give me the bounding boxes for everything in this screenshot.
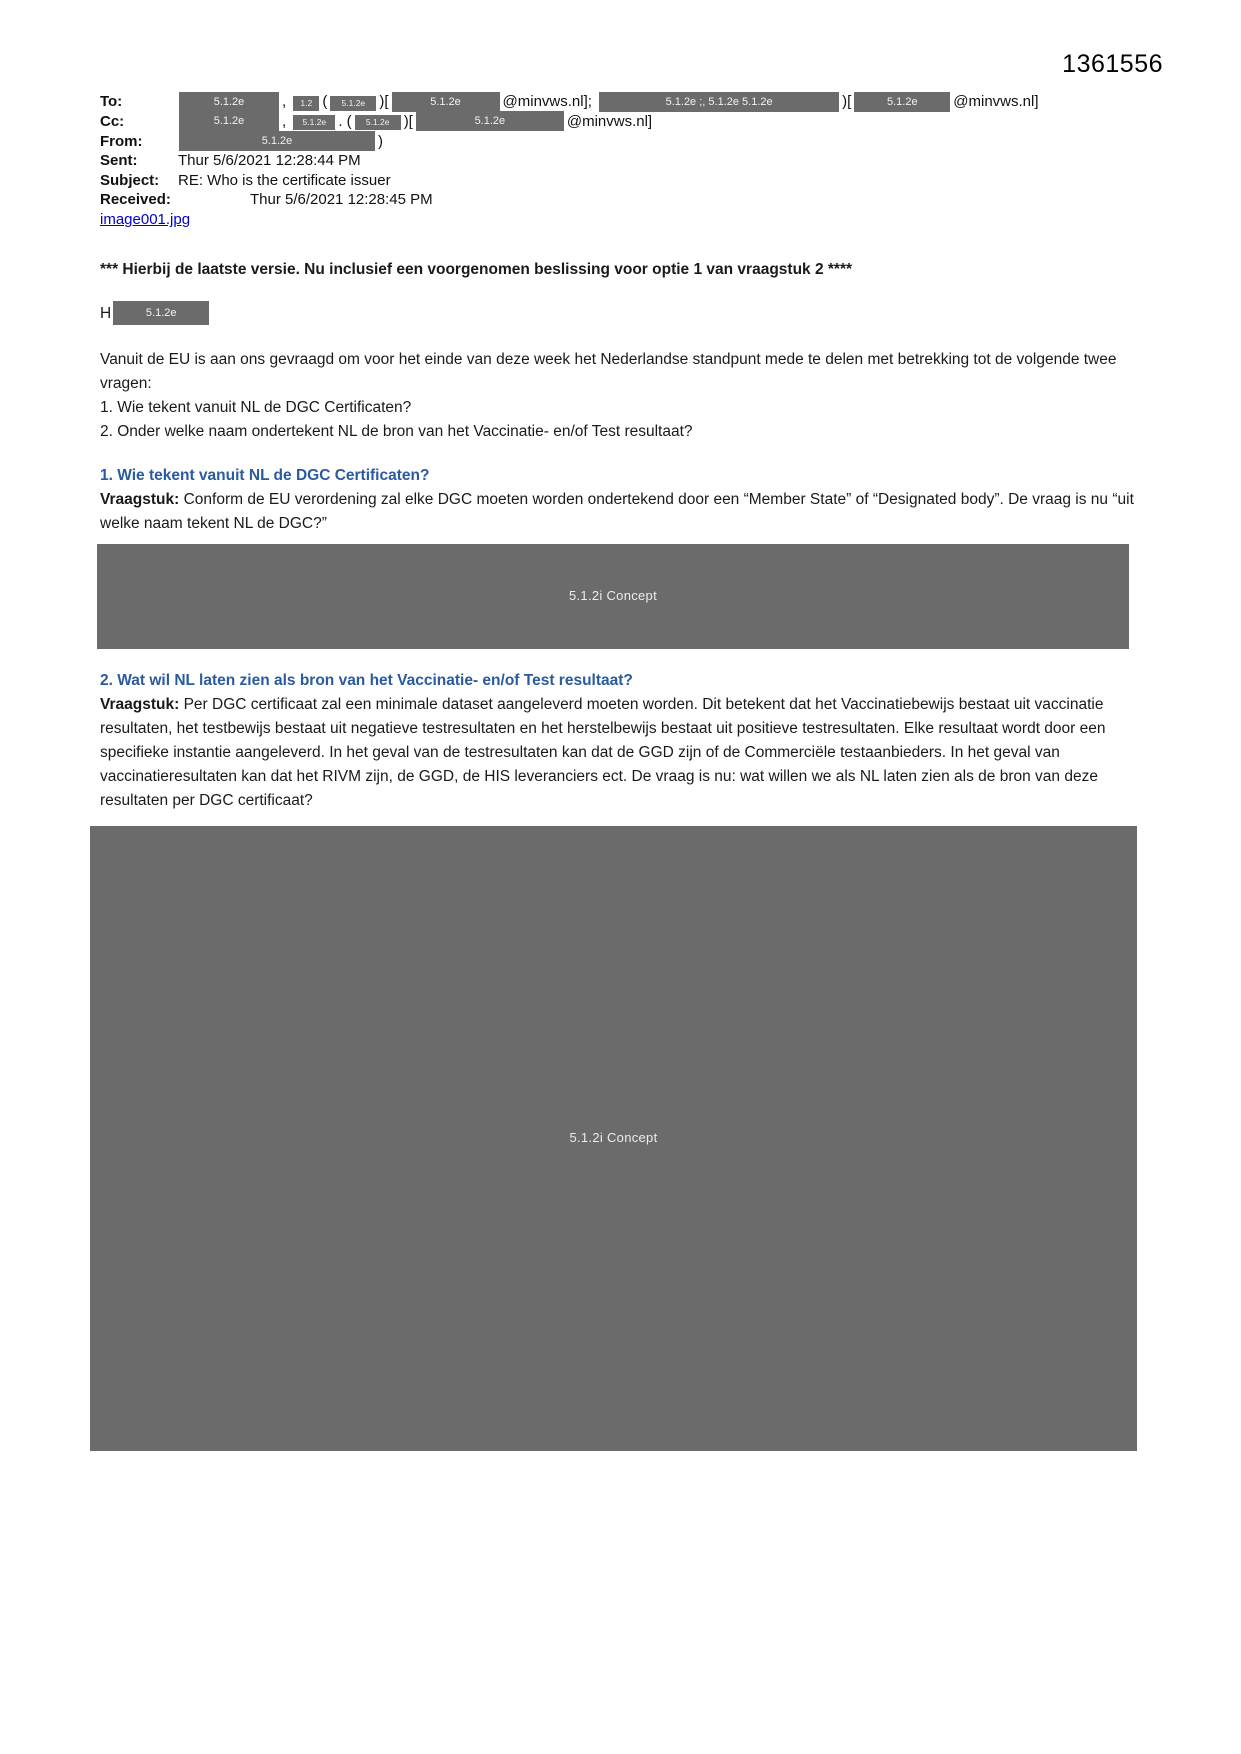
attachment-row [100, 210, 1165, 230]
header-row-subject [100, 171, 1165, 191]
greeting-line [100, 302, 1138, 328]
document-id: 1361556 [1062, 50, 1163, 78]
section-2-heading: 2. Wat wil NL laten zien als bron van het Vaccinatie- en/of Test resultaat? [100, 671, 633, 689]
received-value: Thur 5/6/2021 12:28:45 PM [250, 191, 433, 209]
section-2-lead: Vraagstuk: [100, 695, 180, 713]
concept-label-2: 5.1.2i Concept [569, 1130, 658, 1146]
redaction-box: 5.1.2e [392, 92, 500, 112]
header-row-sent [100, 151, 1165, 171]
section-1-text: Conform de EU verordening zal elke DGC moeten worden ondertekend door een “Member State” of “Designated body”. De vraag is nu “uit welke naam tekent NL de DGC?” [100, 490, 1134, 532]
header-row-to [100, 92, 1165, 112]
section-2-text: Per DGC certificaat zal een minimale dataset aangeleverd moeten worden. Dit betekent dat het Vaccinatiebewijs bestaat uit vaccinatie resultaten, het testbewijs bestaat uit negatieve testresultaten en het herstelbewijs bestaat uit positieve testresultaten. Elke resultaat wordt door een specifieke instantie aangeleverd. In het geval van de testresultaten kan dat de GGD zijn of de Commerciële testaanbieders. In het geval van vaccinatieresultaten kan dat het RIVM zijn, de GGD, de HIS leveranciers ect. De vraag is nu: wat willen we als NL laten zien als de bron van deze resultaten per DGC certificaat? [100, 695, 1106, 809]
subject-label: Subject: [100, 171, 160, 189]
to-value: 5.1.2e , 1.2 ( 5.1.2e )[ 5.1.2e @minvws.nl]; 5.1.2e ;, 5.1.2e 5.1.2e )[ 5.1.2e @minvws.nl] [178, 92, 1165, 112]
subject-value: RE: Who is the certificate issuer [178, 171, 391, 189]
request-text: Vanuit de EU is aan ons gevraagd om voor het einde van deze week het Nederlandse standpunt mede te delen met betrekking tot de volgende twee vragen: [100, 350, 1117, 392]
greeting-prefix: H [100, 304, 112, 322]
redaction-box: 1.2 [293, 96, 319, 111]
section-2-paragraph [100, 693, 1138, 813]
concept-redaction-box-2 [90, 826, 1137, 1451]
header-row-cc [100, 112, 1165, 132]
received-label: Received: [100, 191, 171, 209]
cc-label: Cc: [100, 112, 125, 130]
concept-redaction-box-1 [97, 544, 1129, 649]
sent-value: Thur 5/6/2021 12:28:44 PM [178, 152, 361, 170]
section-1-paragraph [100, 488, 1138, 536]
header-row-received [100, 190, 1165, 210]
from-value: 5.1.2e ) [178, 132, 1165, 152]
section-1-lead: Vraagstuk: [100, 490, 180, 508]
header-row-from [100, 132, 1165, 152]
redaction-box: 5.1.2e [416, 111, 564, 131]
redaction-box: 5.1.2e [293, 115, 335, 130]
intro-line: *** Hierbij de laatste versie. Nu inclusief een voorgenomen beslissing voor optie 1 van vraagstuk 2 **** [100, 260, 853, 278]
question-2: 2. Onder welke naam ondertekent NL de bron van het Vaccinatie- en/of Test resultaat? [100, 422, 693, 440]
redaction-box: 5.1.2e [113, 301, 209, 325]
redaction-box: 5.1.2e [179, 111, 279, 131]
to-label: To: [100, 93, 123, 110]
email-header [100, 92, 1165, 230]
redaction-box: 5.1.2e ;, 5.1.2e 5.1.2e [599, 92, 839, 112]
question-1: 1. Wie tekent vanuit NL de DGC Certificaten? [100, 398, 412, 416]
from-label: From: [100, 132, 143, 150]
redaction-box: 5.1.2e [854, 92, 950, 112]
email-body [100, 258, 1138, 1451]
attachment-link[interactable]: image001.jpg [100, 211, 191, 229]
redaction-box: 5.1.2e [179, 92, 279, 112]
sent-label: Sent: [100, 152, 138, 170]
redaction-box: 5.1.2e [330, 96, 376, 111]
cc-value: 5.1.2e , 5.1.2e . ( 5.1.2e )[ 5.1.2e @minvws.nl] [178, 112, 1165, 132]
request-paragraph [100, 348, 1138, 444]
redaction-box: 5.1.2e [179, 131, 375, 151]
section-1-heading: 1. Wie tekent vanuit NL de DGC Certificaten? [100, 466, 430, 484]
concept-label-1: 5.1.2i Concept [568, 588, 658, 604]
redaction-box: 5.1.2e [355, 115, 401, 130]
